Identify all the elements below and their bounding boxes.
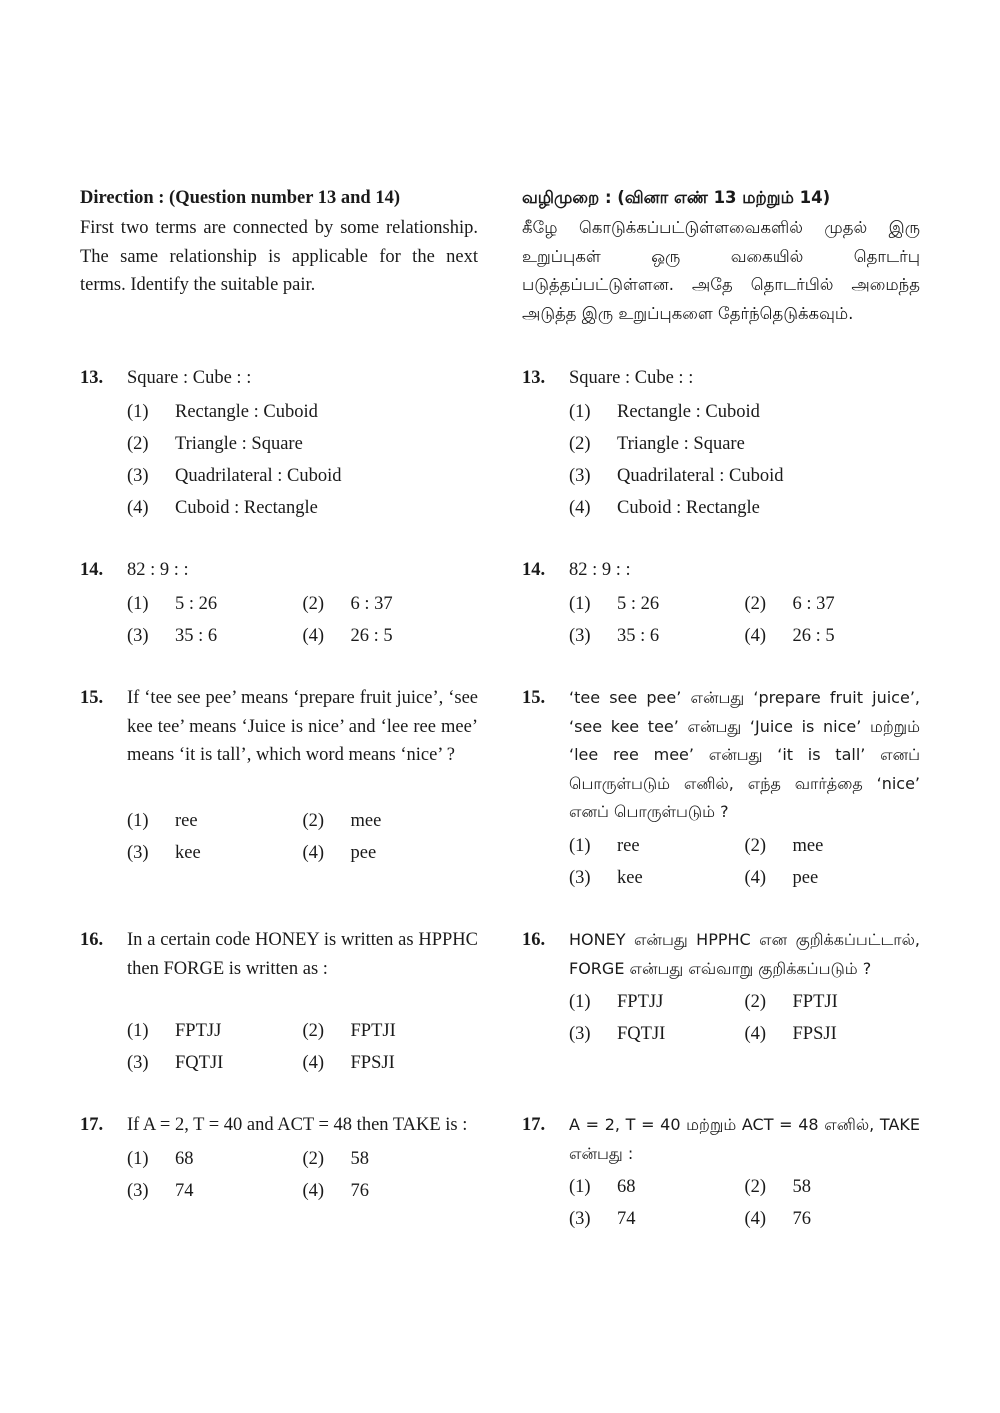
question-number: 14.: [522, 560, 546, 580]
question-17: [80, 1111, 478, 1207]
option-3[interactable]: (3) kee: [127, 842, 201, 863]
question-text: A = 2, T = 40 மற்றும் ACT = 48 எனில், TAKE என்பது :: [569, 1115, 920, 1163]
option-4[interactable]: (4) FPSJI: [744, 1024, 837, 1044]
option-1[interactable]: (1) ree: [127, 810, 198, 831]
question-number: 13.: [80, 368, 104, 388]
option-1[interactable]: (1) Rectangle : Cuboid: [127, 401, 318, 422]
option-3[interactable]: (3) 74: [127, 1180, 194, 1201]
question-number: 14.: [80, 560, 104, 580]
question-16: [522, 926, 920, 1050]
direction-title: வழிமுறை : (வினா எண் 13 மற்றும் 14): [522, 188, 831, 207]
question-text: Square : Cube : :: [127, 368, 252, 388]
option-4[interactable]: (4) 76: [302, 1180, 369, 1201]
option-2[interactable]: (2) 58: [302, 1148, 369, 1169]
option-3[interactable]: (3) 35 : 6: [569, 625, 660, 646]
question-number: 17.: [522, 1115, 546, 1135]
option-4[interactable]: (4) pee: [744, 867, 819, 888]
direction-title: Direction : (Question number 13 and 14): [80, 188, 400, 208]
question-text: 82 : 9 : :: [127, 560, 189, 580]
question-text: Square : Cube : :: [569, 368, 694, 388]
option-4[interactable]: (4) 26 : 5: [744, 625, 835, 646]
option-1[interactable]: (1) 68: [569, 1177, 636, 1197]
question-15: [522, 684, 920, 894]
question-15: [80, 684, 478, 869]
option-4[interactable]: (4) 26 : 5: [302, 625, 393, 646]
question-text: If ‘tee see pee’ means ‘prepare fruit juice’, ‘see kee tee’ means ‘Juice is nice’ and ‘lee ree mee’ means ‘it is tall’, which word means ‘nice’ ?: [127, 688, 478, 765]
option-1[interactable]: (1) FPTJJ: [569, 992, 664, 1012]
option-3[interactable]: (3) Quadrilateral : Cuboid: [127, 465, 342, 486]
question-number: 15.: [80, 688, 104, 708]
option-2[interactable]: (2) mee: [744, 835, 824, 856]
option-2[interactable]: (2) Triangle : Square: [127, 433, 303, 454]
option-3[interactable]: (3) 74: [569, 1209, 636, 1229]
question-number: 16.: [522, 930, 546, 950]
option-1[interactable]: (1) 68: [127, 1148, 194, 1169]
option-3[interactable]: (3) kee: [569, 867, 643, 888]
question-number: 17.: [80, 1115, 104, 1135]
option-2[interactable]: (2) FPTJI: [302, 1021, 396, 1041]
option-1[interactable]: (1) Rectangle : Cuboid: [569, 401, 760, 422]
question-text: In a certain code HONEY is written as HPPHC then FORGE is written as :: [127, 930, 478, 979]
option-3[interactable]: (3) Quadrilateral : Cuboid: [569, 465, 784, 486]
question-text: HONEY என்பது HPPHC என குறிக்கப்பட்டால், FORGE என்பது எவ்வாறு குறிக்கப்படும் ?: [569, 930, 920, 978]
question-number: 13.: [522, 368, 546, 388]
question-14: [522, 556, 920, 652]
option-1[interactable]: (1) ree: [569, 835, 640, 856]
question-17: [522, 1111, 920, 1235]
question-16: [80, 926, 478, 1079]
option-4[interactable]: (4) pee: [302, 842, 377, 863]
question-13: [522, 364, 920, 524]
option-3[interactable]: (3) FQTJI: [127, 1053, 224, 1073]
option-1[interactable]: (1) FPTJJ: [127, 1021, 222, 1041]
option-4[interactable]: (4) 76: [744, 1209, 811, 1229]
direction-text: First two terms are connected by some relationship. The same relationship is applicable for the next terms. Identify the suitable pair.: [80, 218, 478, 295]
option-4[interactable]: (4) FPSJI: [302, 1053, 395, 1073]
question-13: [80, 364, 478, 524]
option-2[interactable]: (2) 6 : 37: [302, 593, 393, 614]
question-14: [80, 556, 478, 652]
option-2[interactable]: (2) mee: [302, 810, 382, 831]
question-text: If A = 2, T = 40 and ACT = 48 then TAKE is :: [127, 1115, 468, 1135]
option-2[interactable]: (2) FPTJI: [744, 992, 838, 1012]
question-number: 16.: [80, 930, 104, 950]
question-text: 82 : 9 : :: [569, 560, 631, 580]
option-2[interactable]: (2) 6 : 37: [744, 593, 835, 614]
option-3[interactable]: (3) FQTJI: [569, 1024, 666, 1044]
english-column: [80, 184, 478, 1201]
option-2[interactable]: (2) Triangle : Square: [569, 433, 745, 454]
option-1[interactable]: (1) 5 : 26: [569, 593, 660, 614]
option-3[interactable]: (3) 35 : 6: [127, 625, 218, 646]
direction-text: கீழே கொடுக்கப்பட்டுள்ளவைகளில் முதல் இரு உறுப்புகள் ஒரு வகையில் தொடர்பு படுத்தப்பட்டுள்ளன. அதே தொடர்பில் அமைந்த அடுத்த இரு உறுப்புகளை தேர்ந்தெடுக்கவும்.: [522, 218, 920, 323]
option-4[interactable]: (4) Cuboid : Rectangle: [127, 497, 318, 518]
question-text: ‘tee see pee’ என்பது ‘prepare fruit juice’, ‘see kee tee’ என்பது ‘Juice is nice’ மற்றும் ‘lee ree mee’ என்பது ‘it is tall’ எனப் பொருள்படும் எனில், எந்த வார்த்தை ‘nice’ எனப் பொருள்படும் ?: [569, 688, 920, 821]
option-4[interactable]: (4) Cuboid : Rectangle: [569, 497, 760, 518]
option-2[interactable]: (2) 58: [744, 1177, 811, 1197]
question-number: 15.: [522, 688, 546, 708]
tamil-column: [522, 184, 920, 1229]
option-1[interactable]: (1) 5 : 26: [127, 593, 218, 614]
